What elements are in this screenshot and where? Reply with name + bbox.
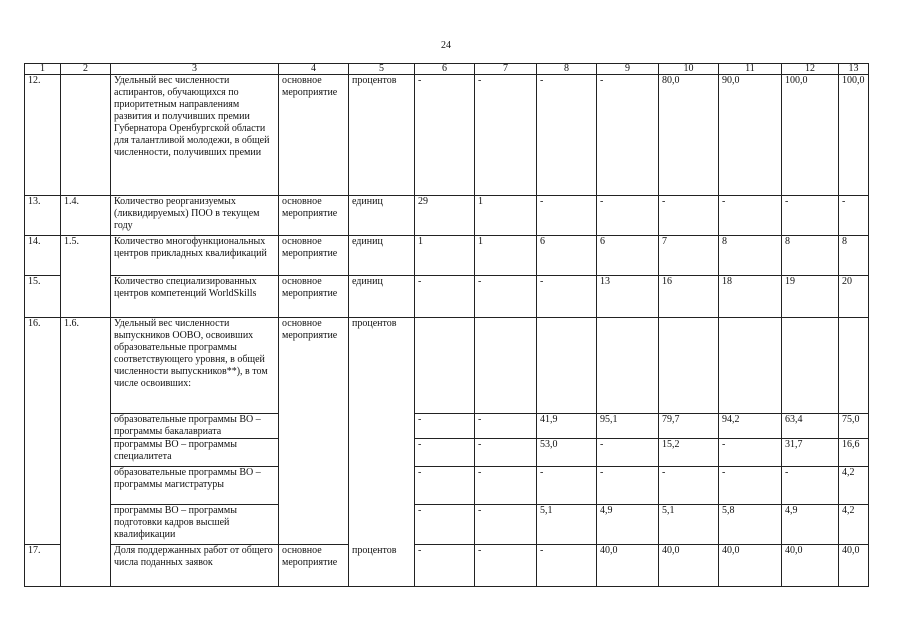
value-cell: 15,2 [659, 439, 719, 467]
unit: процентов [349, 545, 415, 587]
column-number: 5 [349, 64, 415, 75]
indicator-name: Доля поддержанных работ от общего числа поданных заявок [111, 545, 279, 587]
value-cell: 4,2 [839, 467, 869, 505]
value-cell [537, 318, 597, 414]
value-cell: - [537, 467, 597, 505]
value-cell: 16,6 [839, 439, 869, 467]
value-cell: 63,4 [782, 414, 839, 439]
column-number: 2 [61, 64, 111, 75]
value-cell: 79,7 [659, 414, 719, 439]
indicator-name: Удельный вес численности аспирантов, обучающихся по приоритетным направлениям развития и получивших премии Губернатора Оренбургской области для талантливой молодежи, в общей численности, получивших премии [111, 75, 279, 196]
sub-indicator-name: образовательные программы ВО – программы магистратуры [111, 467, 279, 505]
value-cell: - [839, 196, 869, 236]
value-cell: 41,9 [537, 414, 597, 439]
value-cell: 80,0 [659, 75, 719, 196]
column-number: 6 [415, 64, 475, 75]
unit: единиц [349, 196, 415, 236]
value-cell: - [475, 439, 537, 467]
row-code [61, 276, 111, 318]
value-cell: 13 [597, 276, 659, 318]
indicator-type: основное мероприятие [279, 318, 349, 414]
indicator-type: основное мероприятие [279, 196, 349, 236]
table-row [25, 75, 869, 196]
value-cell: 8 [719, 236, 782, 276]
value-cell: - [659, 196, 719, 236]
value-cell: 40,0 [597, 545, 659, 587]
value-cell [415, 318, 475, 414]
sub-indicator-name: образовательные программы ВО – программы бакалавриата [111, 414, 279, 439]
indicator-name: Количество реорганизуемых (ликвидируемых) ПОО в текущем году [111, 196, 279, 236]
table-row [25, 467, 869, 505]
value-cell: 75,0 [839, 414, 869, 439]
row-code [61, 505, 111, 545]
value-cell: - [782, 196, 839, 236]
row-code [61, 439, 111, 467]
value-cell: - [597, 439, 659, 467]
value-cell: 40,0 [659, 545, 719, 587]
column-number: 9 [597, 64, 659, 75]
value-cell: 8 [782, 236, 839, 276]
value-cell: - [475, 75, 537, 196]
table-row [25, 318, 869, 414]
sub-indicator-name: программы ВО – программы специалитета [111, 439, 279, 467]
value-cell: - [475, 414, 537, 439]
value-cell: - [537, 545, 597, 587]
value-cell: - [782, 467, 839, 505]
value-cell: 20 [839, 276, 869, 318]
value-cell: 5,1 [659, 505, 719, 545]
row-code [61, 467, 111, 505]
value-cell: - [415, 545, 475, 587]
row-code: 1.5. [61, 236, 111, 276]
indicator-type [279, 414, 349, 439]
table-row [25, 505, 869, 545]
value-cell: - [415, 75, 475, 196]
value-cell: - [659, 467, 719, 505]
value-cell: 53,0 [537, 439, 597, 467]
value-cell [475, 318, 537, 414]
row-number: 13. [25, 196, 61, 236]
row-code [61, 545, 111, 587]
value-cell: 90,0 [719, 75, 782, 196]
unit: процентов [349, 318, 415, 414]
value-cell: 31,7 [782, 439, 839, 467]
row-number: 15. [25, 276, 61, 318]
value-cell: 18 [719, 276, 782, 318]
value-cell: - [415, 276, 475, 318]
value-cell: 100,0 [839, 75, 869, 196]
indicator-name: Количество специализированных центров компетенций WorldSkills [111, 276, 279, 318]
value-cell: 1 [475, 196, 537, 236]
indicator-type: основное мероприятие [279, 276, 349, 318]
value-cell: - [537, 196, 597, 236]
column-number: 4 [279, 64, 349, 75]
header-row [25, 64, 869, 75]
indicators-table [24, 63, 869, 587]
value-cell: 7 [659, 236, 719, 276]
row-code: 1.4. [61, 196, 111, 236]
value-cell: 100,0 [782, 75, 839, 196]
value-cell: 40,0 [839, 545, 869, 587]
row-number: 12. [25, 75, 61, 196]
value-cell: 40,0 [782, 545, 839, 587]
value-cell: 8 [839, 236, 869, 276]
value-cell: - [537, 75, 597, 196]
row-code: 1.6. [61, 318, 111, 414]
value-cell: 1 [415, 236, 475, 276]
value-cell [782, 318, 839, 414]
value-cell: - [475, 505, 537, 545]
value-cell: - [475, 276, 537, 318]
indicator-name: Удельный вес численности выпускников ООВО, освоивших образовательные программы соответствующего уровня, в общей численности выпускников**), в том числе освоивших: [111, 318, 279, 414]
value-cell: 6 [537, 236, 597, 276]
table-row [25, 196, 869, 236]
value-cell [659, 318, 719, 414]
column-number: 7 [475, 64, 537, 75]
value-cell: - [475, 467, 537, 505]
value-cell: - [537, 276, 597, 318]
value-cell: 6 [597, 236, 659, 276]
value-cell: 94,2 [719, 414, 782, 439]
unit: единиц [349, 276, 415, 318]
value-cell [597, 318, 659, 414]
row-code [61, 75, 111, 196]
value-cell: 1 [475, 236, 537, 276]
column-number: 8 [537, 64, 597, 75]
row-number [25, 414, 61, 439]
table-row [25, 236, 869, 276]
column-number: 10 [659, 64, 719, 75]
value-cell: - [475, 545, 537, 587]
row-code [61, 414, 111, 439]
unit [349, 467, 415, 505]
value-cell: 95,1 [597, 414, 659, 439]
indicator-type: основное мероприятие [279, 75, 349, 196]
value-cell: - [597, 467, 659, 505]
value-cell: - [415, 439, 475, 467]
column-number: 11 [719, 64, 782, 75]
value-cell: - [415, 505, 475, 545]
row-number [25, 467, 61, 505]
value-cell: - [597, 75, 659, 196]
column-number: 13 [839, 64, 869, 75]
value-cell: - [415, 467, 475, 505]
unit: процентов [349, 75, 415, 196]
row-number [25, 505, 61, 545]
unit [349, 414, 415, 439]
indicator-type [279, 505, 349, 545]
value-cell: 4,9 [597, 505, 659, 545]
column-number: 1 [25, 64, 61, 75]
value-cell: - [597, 196, 659, 236]
value-cell: - [719, 467, 782, 505]
table-row [25, 545, 869, 587]
indicator-type [279, 467, 349, 505]
value-cell: 5,1 [537, 505, 597, 545]
table-row [25, 439, 869, 467]
indicator-type: основное мероприятие [279, 236, 349, 276]
sub-indicator-name: программы ВО – программы подготовки кадров высшей квалификации [111, 505, 279, 545]
column-number: 3 [111, 64, 279, 75]
value-cell: 5,8 [719, 505, 782, 545]
value-cell: 4,2 [839, 505, 869, 545]
indicator-type: основное мероприятие [279, 545, 349, 587]
value-cell [839, 318, 869, 414]
row-number: 16. [25, 318, 61, 414]
table-row [25, 414, 869, 439]
value-cell: 19 [782, 276, 839, 318]
page-number: 24 [441, 40, 451, 51]
value-cell: - [415, 414, 475, 439]
indicator-type [279, 439, 349, 467]
row-number: 14. [25, 236, 61, 276]
value-cell: 16 [659, 276, 719, 318]
value-cell [719, 318, 782, 414]
value-cell: 40,0 [719, 545, 782, 587]
unit [349, 439, 415, 467]
value-cell: 29 [415, 196, 475, 236]
row-number [25, 439, 61, 467]
table-row [25, 276, 869, 318]
column-number: 12 [782, 64, 839, 75]
indicator-name: Количество многофункциональных центров прикладных квалификаций [111, 236, 279, 276]
unit: единиц [349, 236, 415, 276]
row-number: 17. [25, 545, 61, 587]
value-cell: - [719, 439, 782, 467]
unit [349, 505, 415, 545]
value-cell: 4,9 [782, 505, 839, 545]
value-cell: - [719, 196, 782, 236]
